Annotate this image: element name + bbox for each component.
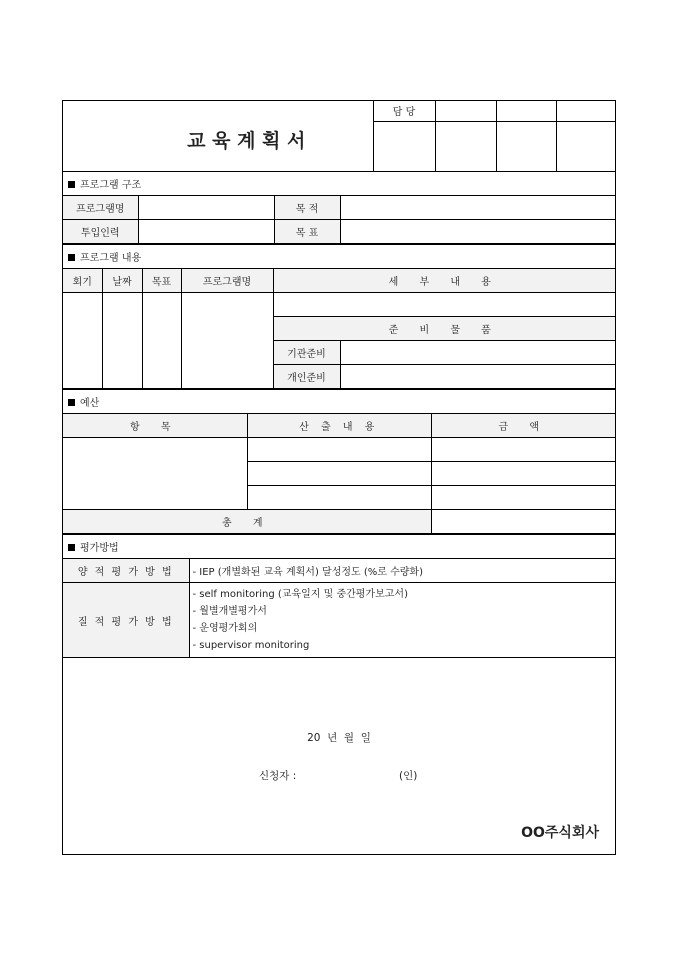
personal-prep-label: 개인준비	[273, 365, 340, 389]
org-prep-label: 기관준비	[273, 341, 340, 365]
qual-eval-item: - supervisor monitoring	[192, 640, 310, 651]
qual-eval-item: - 운영평가회의	[192, 623, 258, 634]
details-header: 세 부 내 용	[273, 269, 615, 293]
personal-prep-field[interactable]	[340, 365, 615, 389]
signature-cell[interactable]	[496, 121, 556, 171]
qual-eval-item: - self monitoring (교육일지 및 중간평가보고서)	[192, 589, 408, 600]
amount-header: 금 액	[431, 414, 615, 438]
input-staff-label: 투입인력	[63, 220, 138, 244]
program-name-label: 프로그램명	[63, 196, 138, 220]
date-line[interactable]: 20 년 월 일	[307, 732, 371, 744]
section-heading: 예산	[63, 390, 615, 414]
title-table	[63, 101, 616, 172]
qual-eval-item: - 월별개별평가서	[192, 606, 267, 617]
applicant-label: 신청자 :	[259, 770, 297, 782]
bullet-square-icon	[68, 181, 75, 188]
total-amount-field[interactable]	[431, 510, 615, 534]
program-structure-table	[63, 172, 615, 244]
approval-cell[interactable]	[496, 101, 556, 121]
budget-table	[63, 389, 615, 534]
item-header: 항 목	[63, 414, 247, 438]
supplies-header: 준 비 물 품	[273, 317, 615, 341]
goal-field[interactable]	[142, 293, 181, 389]
col-header-goal: 목표	[142, 269, 181, 293]
amount-field[interactable]	[431, 486, 615, 510]
approval-cell[interactable]	[435, 101, 496, 121]
company-name: OO주식회사	[521, 825, 599, 841]
program-name-field[interactable]	[181, 293, 273, 389]
signature-cell[interactable]	[556, 121, 616, 171]
bullet-square-icon	[68, 254, 75, 261]
col-header-program-name: 프로그램명	[181, 269, 273, 293]
calc-field[interactable]	[247, 486, 431, 510]
amount-field[interactable]	[431, 438, 615, 462]
section-heading: 프로그램 구조	[63, 172, 615, 196]
calc-field[interactable]	[247, 462, 431, 486]
evaluation-table	[63, 534, 615, 658]
total-label: 총 계	[63, 510, 431, 534]
signature-cell[interactable]	[435, 121, 496, 171]
org-prep-field[interactable]	[340, 341, 615, 365]
seal-mark: (인)	[399, 770, 418, 782]
qual-eval-list	[189, 583, 615, 658]
quant-eval-text: - IEP (개별화된 교육 계획서) 달성정도 (%로 수량화)	[189, 559, 615, 583]
program-content-table	[63, 244, 615, 389]
document-form	[62, 100, 616, 855]
quant-eval-label: 양 적 평 가 방 법	[63, 559, 189, 583]
bullet-square-icon	[68, 544, 75, 551]
qual-eval-label: 질 적 평 가 방 법	[63, 583, 189, 658]
bullet-square-icon	[68, 399, 75, 406]
details-field[interactable]	[273, 293, 615, 317]
goal-label: 목 표	[274, 220, 340, 244]
input-staff-field[interactable]	[138, 220, 274, 244]
date-field[interactable]	[102, 293, 142, 389]
section-heading: 평가방법	[63, 535, 615, 559]
purpose-field[interactable]	[340, 196, 615, 220]
signature-area	[63, 658, 615, 858]
col-header-session: 회기	[63, 269, 102, 293]
approval-label: 담 당	[373, 101, 435, 121]
signature-cell[interactable]	[373, 121, 435, 171]
calc-field[interactable]	[247, 438, 431, 462]
calc-header: 산 출 내 용	[247, 414, 431, 438]
approval-cell[interactable]	[556, 101, 616, 121]
goal-field[interactable]	[340, 220, 615, 244]
item-field[interactable]	[63, 438, 247, 510]
amount-field[interactable]	[431, 462, 615, 486]
session-field[interactable]	[63, 293, 102, 389]
section-heading: 프로그램 내용	[63, 245, 615, 269]
applicant-line	[259, 768, 417, 783]
program-name-field[interactable]	[138, 196, 274, 220]
col-header-date: 날짜	[102, 269, 142, 293]
document-title: 교 육 계 획 서	[63, 101, 373, 172]
purpose-label: 목 적	[274, 196, 340, 220]
